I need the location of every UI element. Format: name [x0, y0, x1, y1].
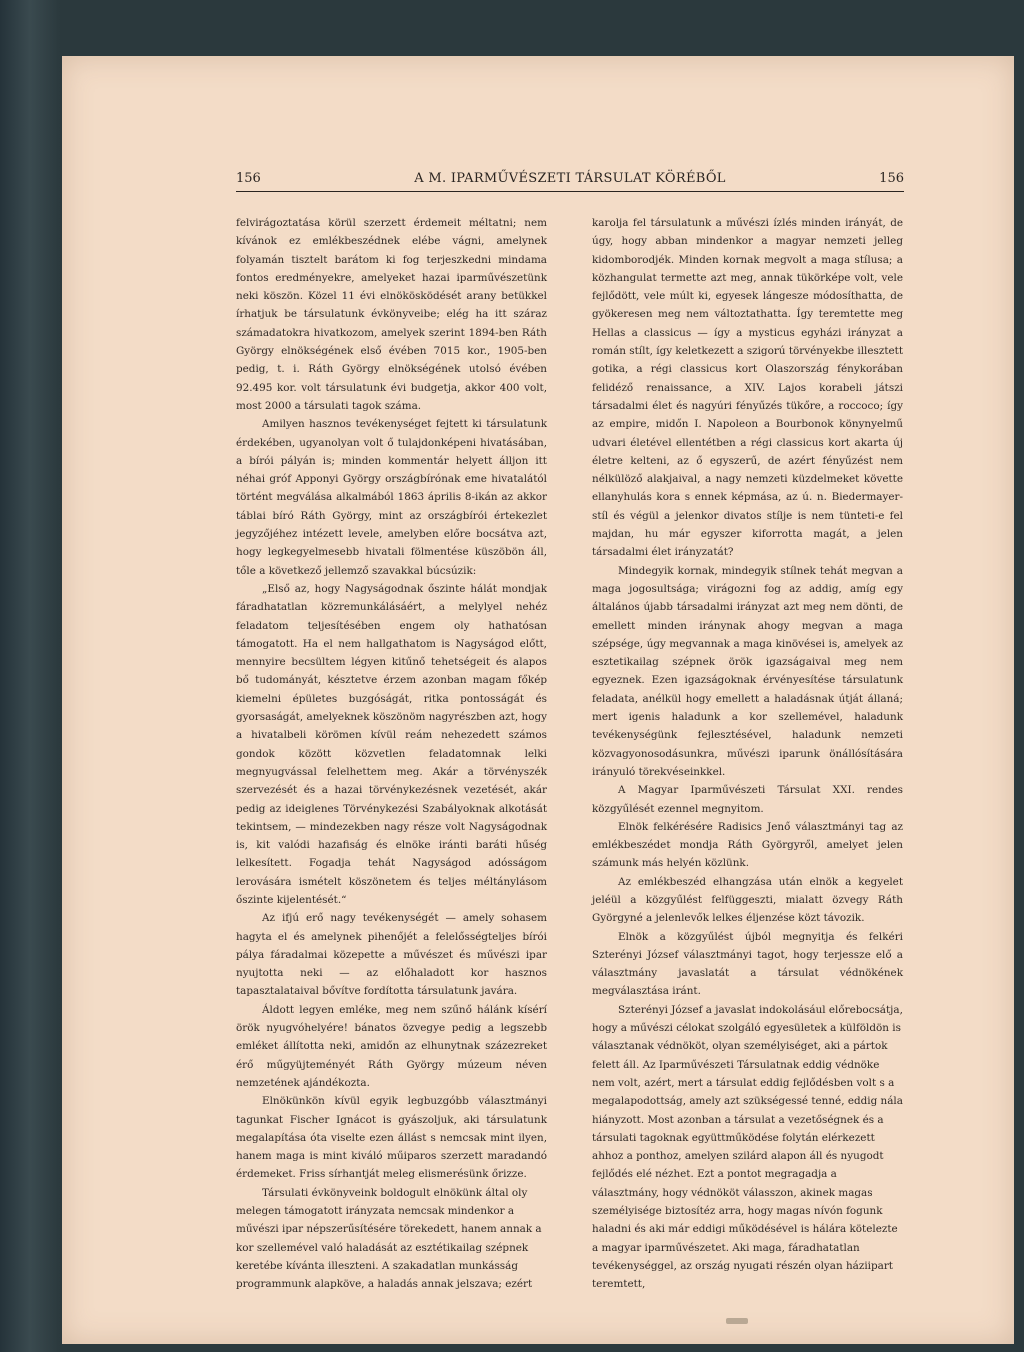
page-smudge	[726, 1318, 748, 1324]
left-text-column	[236, 214, 547, 1294]
paragraph: Társulati évkönyveink boldogult elnökünk által oly melegen támogatott irányzata nemcsak mindenkor a művészi ipar népszerűsítésére törekedett, hanem annak a kor szellemével való haladását az esztétikailag szépnek keretébe kívánta illeszteni. A szakadatlan munkásság programmunk alapköve, a haladás annak jelszava; ezért	[236, 1186, 542, 1291]
paragraph: Az ifjú erő nagy tevékenységét — amely sohasem hagyta el és amelynek pihenőjét a felelősségteljes bírói pálya fáradalmai közepette a művészet és művészi ipar nyujtotta neki — az előhaladott kor hasznos tapasztalataival bővítve fordította társulatunk javára.	[236, 912, 547, 998]
running-title: A M. IPARMŰVÉSZETI TÁRSULAT KÖRÉBŐL	[414, 171, 726, 186]
paragraph: Elnök a közgyűlést újból megnyitja és felkéri Szterényi József választmányi tagot, hogy terjessze elő a választmány javaslatát a társulat védnökének megválasztása iránt.	[592, 930, 903, 998]
paragraph: karolja fel társulatunk a művészi ízlés minden irányát, de úgy, hogy abban mindenkor a magyar nemzeti jelleg kidomborodjék. Minden kornak megvolt a maga stílusa; a közhangulat termette azt meg, annak tükörképe volt, vele fejlődött, vele múlt ki, egyesek lángesze módosíthatta, de gyökeresen meg nem változtathatta. Így teremtette meg Hellas a classicus — így a mysticus egyházi irányzat a román stílt, így keletkezett a szigorú törvényekbe illesztett gotika, a régi classicus kort Olaszország fénykorában felidéző renaissance, a XIV. Lajos korabeli játszi társadalmi élet és nagyúri fényűzés tükőre, a roccoco; így az empire, midőn I. Napoleon a Bourbonok könynyelmű udvari életével ellentétben a régi classicus kort akarta új életre kelteni, az ő egyszerű, de azért fényűzést nem nélkülöző alakjaival, a nagy nemzeti küzdelmeket követte ellanyhulás kora s ennek képmása, az ú. n. Biedermayer-stíl és végül a jelenkor divatos stílje is nem tünteti-e fel majdan, hu már egyszer kiforrotta magát, a jelen társadalmi élet irányzatát?	[592, 217, 903, 559]
paragraph: Mindegyik kornak, mindegyik stílnek tehát megvan a maga jogosultsága; virágozni fog az addig, amíg egy általános újabb társadalmi irányzat azt meg nem dönti, de emellett minden iránynak ahogy megvan a maga szépsége, úgy megvannak a maga kinövései is, amelyek az esztetikailag szépnek örök igazságaival meg nem egyeznek. Ezen igazságoknak érvényesítése társulatunk feladata, anélkül hogy emellett a haladásnak útját állaná; mert igenis haladunk a kor szellemével, haladunk tevékenységünk fejlesztésével, haladunk nemzeti közvagyonosodásunkra, művészi iparunk önállósítására irányuló törekvéseinkkel.	[592, 564, 903, 778]
paragraph: felvirágoztatása körül szerzett érdemeit méltatni; nem kívánok ez emlékbeszédnek elébe vágni, amelynek folyamán tisztelt barátom ki fog terjeszkedni mindama fontos eredményekre, amelyeket hazai iparművészetünk neki köszön. Közel 11 évi elnökösködését arany betükkel írhatjuk be társulatunk évkönyveibe; elég ha itt száraz számadatokra hivatkozom, amelyek szerint 1894-ben Ráth György elnökségének első évében 7015 kor., 1905-ben pedig, t. i. Ráth György elnökségének utolsó évében 92.495 kor. volt társulatunk évi budgetja, akkor 400 volt, most 2000 a társulati tagok száma.	[236, 217, 547, 412]
running-header	[236, 169, 904, 192]
paragraph: Az emlékbeszéd elhangzása után elnök a kegyelet jeléül a közgyűlést felfüggeszti, mialatt özvegy Ráth Györgyné a jelenlevők lelkes éljenzése közt távozik.	[592, 875, 903, 925]
page-number-right: 156	[879, 171, 904, 186]
paragraph: Amilyen hasznos tevékenységet fejtett ki társulatunk érdekében, ugyanolyan volt ő tulajdonképeni hivatásában, a bírói pályán is; minden kommentár helyett álljon itt néhai gróf Apponyi György országbírónak eme hivatalától történt megválása alkalmából 1863 április 8-ikán az akkor táblai bíró Ráth György, mint az országbírói értekezlet jegyzőjéhez intézett levele, amelyben előre bocsátva azt, hogy legkegyelmesebb hivatali fölmentése küszöbön áll, tőle a következő jellemző szavakkal búcsúzik:	[236, 418, 547, 577]
paragraph: Elnökünkön kívül egyik legbuzgóbb választmányi tagunkat Fischer Ignácot is gyászoljuk, aki társulatunk megalapítása óta viselte ezen állást s nemcsak mint ilyen, hanem maga is mint kiváló műiparos szerzett maradandó érdemeket. Friss sírhantját meleg elismerésünk őrizze.	[236, 1095, 547, 1181]
paragraph: A Magyar Iparművészeti Társulat XXI. rendes közgyűlését ezennel megnyitom.	[592, 784, 903, 815]
page-number-left: 156	[236, 171, 261, 186]
paragraph: Elnök felkérésére Radisics Jenő választmányi tag az emlékbeszédet mondja Ráth Györgyről, amelyet jelen számunk más helyén közlünk.	[592, 820, 903, 870]
paragraph: Szterényi József a javaslat indokolásául előrebocsátja, hogy a művészi célokat szolgáló egyesületek a külföldön is választanak védnököt, olyan személyiséget, aki a pártok felett áll. Az Iparművészeti Társulatnak eddig védnöke nem volt, azért, mert a társulat eddig fejlődésben volt s a megalapodottság, amely azt szükségessé tenné, eddig nála hiányzott. Most azonban a társulat a vezetőségnek és a társulati tagoknak együttműködése folytán elérkezett ahhoz a ponthoz, amelyen szilárd alapon áll és nyugodt fejlődés elé nézhet. Ezt a pontot megragadja a választmány, hogy védnököt válasszon, akinek magas személyisége biztosítéz arra, hogy magas nívón fogunk haladni és aki már eddigi működésével is hálára kötelezte a magyar iparművészetet. Aki maga, fáradhatatlan tevékenységgel, az ország nyugati részén olyan háziipart teremtett,	[592, 1003, 903, 1291]
right-text-column	[592, 214, 903, 1294]
quotation-paragraph: „Első az, hogy Nagyságodnak őszinte hálát mondjak fáradhatatlan közremunkálásáért, a melylyel nehéz feladatom teljesítésében engem oly hathatósan támogatott. Ha el nem hallgathatom is Nagyságod előtt, mennyire becsültem légyen kitűnő tehetségeit és alapos bő tudományát, késztetve érzem azonban magam főkép kiemelni épületes buzgóságát, ritka pontosságát és gyorsaságát, amelyeknek köszönöm nagyrészben azt, hogy a hivatalbeli körömen kívül reám nehezedett számos gondok között közvetlen feladatomnak lelki megnyugvással felelhettem meg. Akár a törvényszék szervezését és a hazai törvénykezésnek vezetését, akár pedig az ideiglenes Törvénykezési Szabályoknak alkotását tekintsem, — mindezekben nagy része volt Nagyságodnak is, kit valódi hazafiság és elnöke iránti baráti hűség lelkesített. Fogadja tehát Nagyságod adósságom lerovására ismételt köszönetem és teljes méltánylásom őszinte kijelentését.“	[236, 582, 547, 906]
paragraph: Áldott legyen emléke, meg nem szűnő hálánk kísérí örök nyugvóhelyére! bánatos özvegye pedig a legszebb emléket állította neki, amidőn az elhunytnak százezreket érő műgyüjteményét Ráth György múzeum néven nemzetének ajándékozta.	[236, 1003, 547, 1089]
